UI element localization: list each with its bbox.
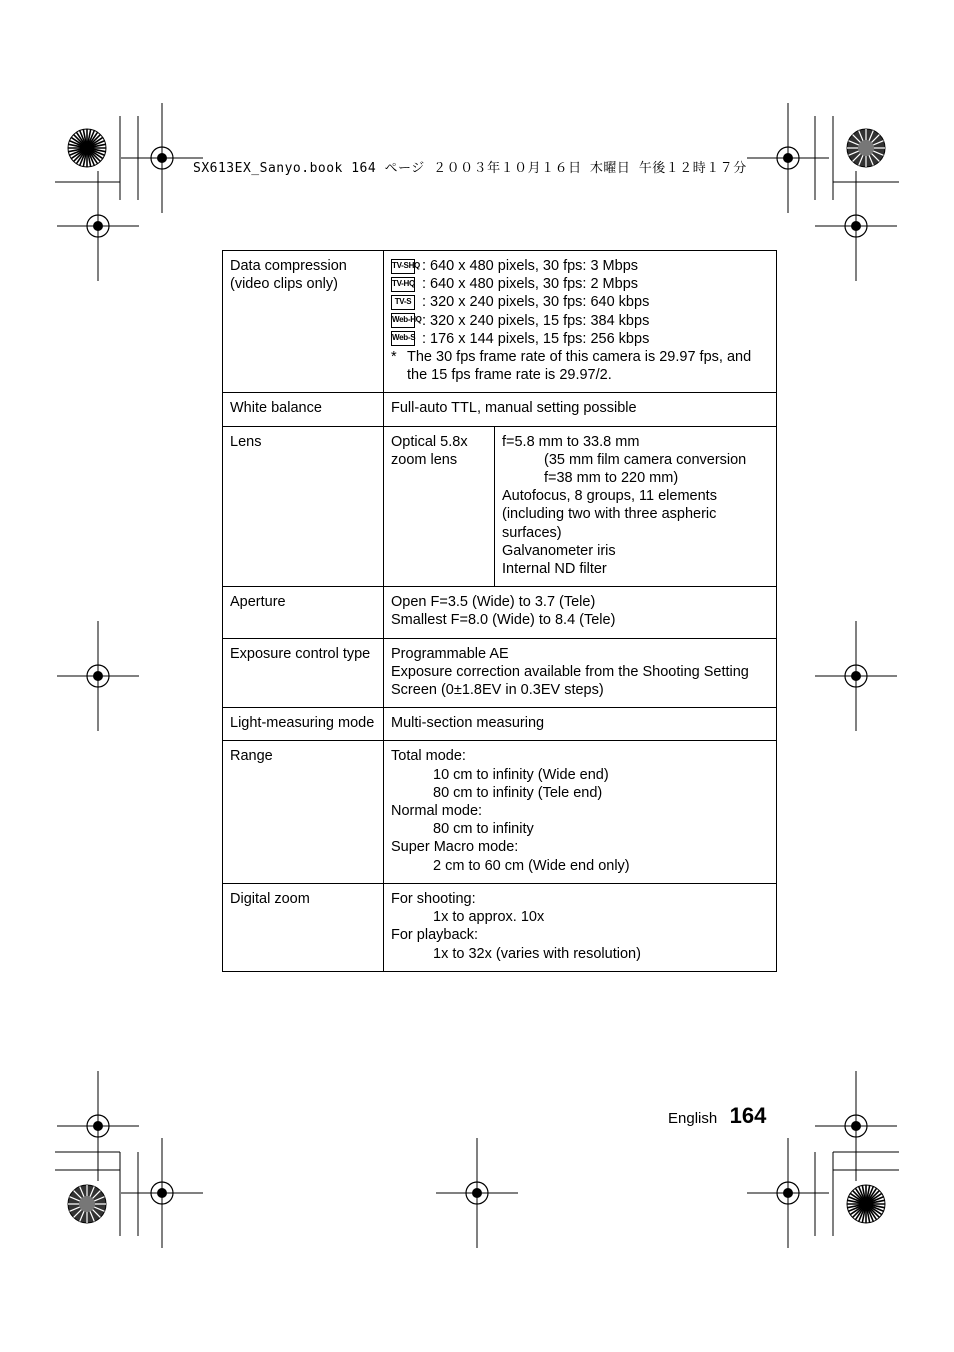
row-label: White balance [223, 393, 384, 426]
row-label: Light-measuring mode [223, 708, 384, 741]
row-value [384, 883, 777, 971]
table-row [223, 426, 777, 587]
range-total-heading: Total mode: [391, 748, 466, 765]
film-equivalent: (35 mm film camera conversion [544, 451, 747, 468]
row-label: Aperture [223, 587, 384, 638]
table-row [223, 883, 777, 971]
exposure-mode: Programmable AE [391, 645, 509, 662]
range-total-wide: 10 cm to infinity (Wide end) [433, 766, 609, 783]
row-label: Exposure control type [223, 638, 384, 708]
range-total-tele: 80 cm to infinity (Tele end) [433, 784, 603, 801]
row-value [384, 638, 777, 708]
tv-hq-icon: TV-HQ [391, 277, 415, 292]
exposure-correction: Exposure correction available from the Shooting Setting Screen (0±1.8EV in 0.3EV steps) [391, 663, 749, 699]
aperture-open: Open F=3.5 (Wide) to 3.7 (Tele) [391, 594, 596, 611]
autofocus-spec: Autofocus, 8 groups, 11 elements (including two with three aspheric surfaces) [502, 488, 717, 541]
zoom-playback-heading: For playback: [391, 927, 479, 944]
list-item: TV-HQ : 640 x 480 pixels, 30 fps: 2 Mbps [392, 276, 639, 293]
web-hq-icon: Web-HQ [391, 313, 415, 328]
footnote-mark: * [391, 349, 397, 366]
footnote [391, 348, 769, 384]
zoom-playback-value: 1x to 32x (varies with resolution) [433, 945, 641, 962]
range-macro-value: 2 cm to 60 cm (Wide end only) [433, 857, 630, 874]
table-row [223, 393, 777, 426]
row-label: Range [223, 741, 384, 883]
row-value [384, 741, 777, 883]
spec-table [222, 250, 777, 972]
page-number: 164 [729, 1103, 767, 1128]
row-value [384, 587, 777, 638]
row-label: Digital zoom [223, 883, 384, 971]
zoom-shooting-value: 1x to approx. 10x [433, 909, 545, 926]
aperture-smallest: Smallest F=8.0 (Wide) to 8.4 (Tele) [391, 612, 616, 629]
print-header: SX613EX_Sanyo.book 164 ページ ２００３年１０月１６日 木曜日 午後１２時１７分 [193, 161, 747, 176]
lens-type: Optical 5.8x zoom lens [384, 426, 495, 587]
footer-language: English [668, 1110, 718, 1127]
table-row [223, 708, 777, 741]
zoom-shooting-heading: For shooting: [391, 890, 476, 907]
focal-length: f=5.8 mm to 33.8 mm [502, 433, 640, 450]
page-footer [668, 1103, 766, 1129]
table-row [223, 587, 777, 638]
row-label: Data compression (video clips only) [223, 251, 384, 393]
list-item: TV-SHQ : 640 x 480 pixels, 30 fps: 3 Mbps [392, 258, 639, 274]
list-item: TV-S : 320 x 240 pixels, 30 fps: 640 kbps [391, 293, 769, 311]
list-item: Web-HQ : 320 x 240 pixels, 15 fps: 384 kbps [392, 312, 650, 329]
range-macro-heading: Super Macro mode: [391, 839, 519, 856]
table-row [223, 638, 777, 708]
film-equivalent-range: f=38 mm to 220 mm) [544, 470, 679, 487]
tv-s-icon: TV-S [391, 295, 415, 310]
row-value: Full-auto TTL, manual setting possible [384, 393, 777, 426]
range-normal-value: 80 cm to infinity [433, 821, 534, 838]
range-normal-heading: Normal mode: [391, 803, 483, 820]
list-item: Web-S : 176 x 144 pixels, 15 fps: 256 kbps [392, 330, 650, 347]
iris-spec: Galvanometer iris [502, 542, 616, 559]
nd-filter-spec: Internal ND filter [502, 561, 607, 578]
web-s-icon: Web-S [391, 331, 415, 346]
table-row [223, 741, 777, 883]
lens-details [495, 426, 777, 587]
footnote-text: The 30 fps frame rate of this camera is 29.97 fps, and the 15 fps frame rate is 29.97/2. [407, 349, 752, 384]
row-value [384, 251, 777, 393]
row-label: Lens [223, 426, 384, 587]
table-row [223, 251, 777, 393]
tv-shq-icon: TV-SHQ [391, 259, 415, 274]
row-value: Multi-section measuring [384, 708, 777, 741]
